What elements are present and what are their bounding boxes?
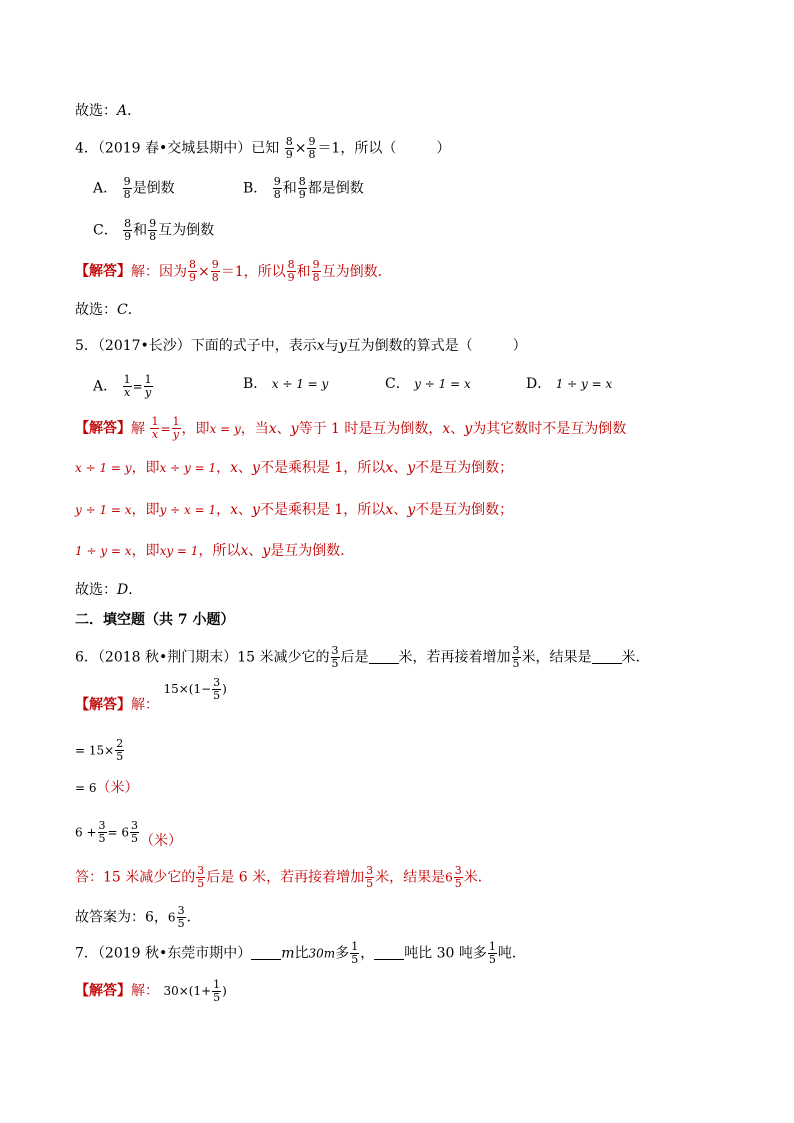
section-2-title: 二．填空题（共 7 小题） xyxy=(75,612,235,628)
q5-solution-4: 1 ÷ y = x，即xy = 1，所以x、y是互为倒数． xyxy=(75,543,355,559)
question-5: 5．（2017•长沙）下面的式子中，表示x与y互为倒数的算式是（ ） xyxy=(75,338,527,354)
q6-solution: 【解答】解： 15×(1− $\frac{3}{5}$ ) xyxy=(75,676,227,713)
q5-solution-3: y ÷ 1 = x，即y ÷ x = 1，x、y不是乘积是 1，所以x、y不是互为倒数； xyxy=(75,502,514,518)
q6-step-3: 6 + $\frac{3}{5}$ = 6 $\frac{3}{5}$ （米） xyxy=(75,819,183,849)
q4-solution: 【解答】解：因为 $\frac{8}{9}$ × $\frac{9}{8}$ ＝1，所以 $\frac{8}{9}$ 和 $\frac{9}{8}$ 互为倒数． xyxy=(75,258,392,284)
q6-step-1: = 15× $\frac{2}{5}$ xyxy=(75,737,124,763)
question-6: 6．（2018 秋•荆门期末）15 米减少它的 $\frac{3}{5}$ 后是 米，若再接着增加 $\frac{3}{5}$ 米，结果是 米． xyxy=(75,644,650,670)
q5-select: 故选：D． xyxy=(75,582,143,598)
q5-solution-1: 【解答】解 $\frac{1}{x}$ = $\frac{1}{y}$ ，即x = y，当x、y等于 1 时是互为倒数，x、y为其它数时不是互为倒数 xyxy=(75,415,627,441)
q7-solution: 【解答】解： 30×(1+ $\frac{1}{5}$ ) xyxy=(75,978,227,1004)
question-4: 4．（2019 春•交城县期中）已知 $\frac{8}{9}$ × $\frac{9}{8}$ ＝1，所以（ ） xyxy=(75,135,451,161)
q4-option-b: B． $\frac{9}{8}$ 和 $\frac{8}{9}$ 都是倒数 xyxy=(243,175,364,201)
q5-option-b: B． x ÷ 1 = y xyxy=(243,376,329,392)
question-7: 7．（2019 秋•东莞市期中） m比30m多 $\frac{1}{5}$ ， 吨比 30 吨多 $\frac{1}{5}$ 吨． xyxy=(75,940,526,966)
q4-option-a: A． $\frac{9}{8}$ 是倒数 xyxy=(93,175,175,201)
q5-option-c: C． y ÷ 1 = x xyxy=(385,376,471,392)
answer-select-prev: 故选：A． xyxy=(75,103,142,119)
q6-fill-answer: 故答案为：6，6 $\frac{3}{5}$ ． xyxy=(75,904,201,930)
q4-option-c: C． $\frac{8}{9}$ 和 $\frac{9}{8}$ 互为倒数 xyxy=(93,217,215,243)
q6-answer-statement: 答：15 米减少它的 $\frac{3}{5}$ 后是 6 米，若再接着增加 $\frac{3}{5}$ 米，结果是6 $\frac{3}{5}$ 米． xyxy=(75,864,492,890)
q5-option-a: A． $\frac{1}{x}$ = $\frac{1}{y}$ xyxy=(93,373,152,399)
q6-step-2: = 6（米） xyxy=(75,780,139,796)
q5-option-d: D． 1 ÷ y = x xyxy=(526,376,613,392)
q4-select: 故选：C． xyxy=(75,302,142,318)
q5-solution-2: x ÷ 1 = y，即x ÷ y = 1，x、y不是乘积是 1，所以x、y不是互为倒数； xyxy=(75,460,514,476)
